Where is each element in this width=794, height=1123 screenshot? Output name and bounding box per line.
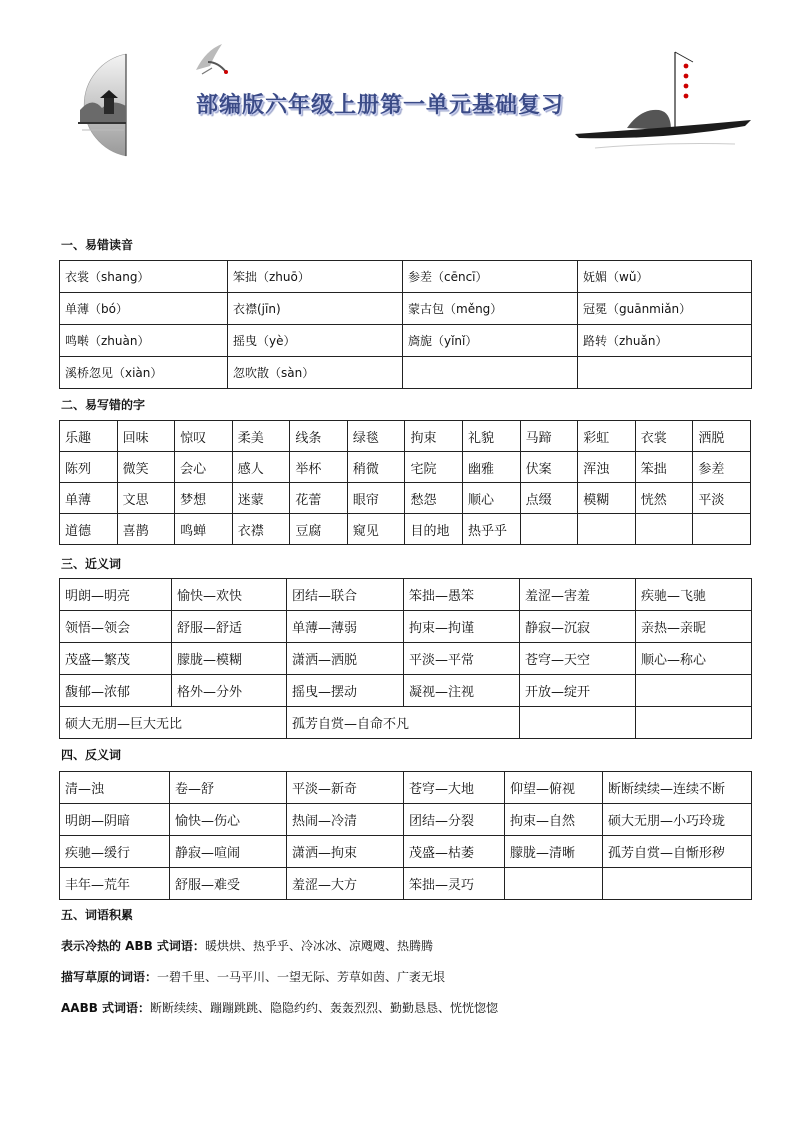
table-cell: 苍穹—天空 <box>520 643 636 675</box>
table-cell: 潇洒—洒脱 <box>287 643 404 675</box>
table-cell: 稍微 <box>347 452 405 483</box>
table-cell: 苍穹—大地 <box>404 772 505 804</box>
table-row <box>60 643 752 675</box>
table-cell: 幽雅 <box>463 452 521 483</box>
table-cell <box>578 357 752 389</box>
table-cell <box>403 357 578 389</box>
table-cell <box>636 707 752 739</box>
table-cell: 顺心—称心 <box>636 643 752 675</box>
table-cell: 会心 <box>175 452 233 483</box>
table-row <box>60 579 752 611</box>
table-cell: 宅院 <box>405 452 463 483</box>
table-cell: 彩虹 <box>578 421 636 452</box>
section-title-synonyms: 三、近义词 <box>61 557 122 571</box>
table-cell: 平淡—平常 <box>404 643 520 675</box>
table-cell: 孤芳自赏—自惭形秽 <box>603 836 752 868</box>
table-cell: 衣襟(jīn) <box>228 293 403 325</box>
accumulation-text: 断断续续、蹦蹦跳跳、隐隐约约、轰轰烈烈、勤勤恳恳、恍恍惚惚 <box>150 1001 499 1015</box>
table-cell: 平淡 <box>693 483 751 514</box>
table-cell: 衣裳（shang） <box>60 261 228 293</box>
table-cell: 羞涩—害羞 <box>520 579 636 611</box>
accumulation-label: 表示冷热的 ABB 式词语： <box>61 939 205 953</box>
table-cell: 微笑 <box>117 452 175 483</box>
table-row <box>60 325 752 357</box>
table-cell: 窥见 <box>347 514 405 545</box>
table-cell: 朦胧—模糊 <box>172 643 287 675</box>
table-cell: 笨拙（zhuō） <box>228 261 403 293</box>
accumulation-label: 描写草原的词语： <box>61 970 158 984</box>
table-cell: 花蕾 <box>290 483 348 514</box>
table-cell: 舒服—难受 <box>170 868 287 900</box>
table-row <box>60 261 752 293</box>
accumulation-line <box>61 937 433 954</box>
table-cell: 凝视—注视 <box>404 675 520 707</box>
table-cell <box>603 868 752 900</box>
table-row <box>60 357 752 389</box>
pronunciation-table <box>59 260 752 389</box>
table-cell: 硕大无朋—小巧玲珑 <box>603 804 752 836</box>
table-cell: 旖旎（yǐnǐ） <box>403 325 578 357</box>
table-row <box>60 483 751 514</box>
table-cell: 模糊 <box>578 483 636 514</box>
section-title-characters: 二、易写错的字 <box>61 398 146 412</box>
table-cell: 开放—绽开 <box>520 675 636 707</box>
table-cell <box>636 675 752 707</box>
table-cell: 静寂—沉寂 <box>520 611 636 643</box>
table-cell: 潇洒—拘束 <box>287 836 404 868</box>
table-cell: 文思 <box>117 483 175 514</box>
table-cell: 绿毯 <box>347 421 405 452</box>
characters-table <box>59 420 751 545</box>
accumulation-line <box>61 999 498 1016</box>
table-cell: 摇曳（yè） <box>228 325 403 357</box>
section-title-pronunciation: 一、易错读音 <box>61 238 134 252</box>
table-cell: 笨拙—灵巧 <box>404 868 505 900</box>
table-cell: 领悟—领会 <box>60 611 172 643</box>
table-cell: 眼帘 <box>347 483 405 514</box>
table-cell: 朦胧—清晰 <box>505 836 603 868</box>
table-cell: 陈列 <box>60 452 118 483</box>
section-title-accumulation: 五、词语积累 <box>61 908 134 922</box>
table-row <box>60 868 752 900</box>
table-cell: 疾驰—飞驰 <box>636 579 752 611</box>
table-cell: 馥郁—浓郁 <box>60 675 172 707</box>
accumulation-line <box>61 968 445 985</box>
table-cell: 顺心 <box>463 483 521 514</box>
table-cell: 丰年—荒年 <box>60 868 170 900</box>
table-cell: 摇曳—摆动 <box>287 675 404 707</box>
table-cell <box>520 707 636 739</box>
table-cell: 衣襟 <box>232 514 290 545</box>
table-cell: 平淡—新奇 <box>287 772 404 804</box>
table-cell: 参差 <box>693 452 751 483</box>
table-cell: 浑浊 <box>578 452 636 483</box>
table-cell: 柔美 <box>232 421 290 452</box>
table-cell: 亲热—亲昵 <box>636 611 752 643</box>
crane-icon <box>192 40 232 80</box>
table-cell: 拘束 <box>405 421 463 452</box>
table-cell: 路转（zhuǎn） <box>578 325 752 357</box>
table-cell: 惊叹 <box>175 421 233 452</box>
table-cell: 舒服—舒适 <box>172 611 287 643</box>
table-cell: 冠冕（guānmiǎn） <box>578 293 752 325</box>
table-cell: 孤芳自赏—自命不凡 <box>287 707 520 739</box>
table-cell: 热闹—冷清 <box>287 804 404 836</box>
table-cell: 妩媚（wǔ） <box>578 261 752 293</box>
table-cell: 硕大无朋—巨大无比 <box>60 707 287 739</box>
table-cell: 鸣啭（zhuàn） <box>60 325 228 357</box>
table-cell: 茂盛—枯萎 <box>404 836 505 868</box>
table-cell: 明朗—阴暗 <box>60 804 170 836</box>
table-cell: 喜鹊 <box>117 514 175 545</box>
table-cell: 茂盛—繁茂 <box>60 643 172 675</box>
table-cell: 单薄（bó） <box>60 293 228 325</box>
table-cell: 单薄—薄弱 <box>287 611 404 643</box>
table-cell <box>693 514 751 545</box>
table-cell: 愁怨 <box>405 483 463 514</box>
table-cell: 拘束—拘谨 <box>404 611 520 643</box>
table-cell: 团结—联合 <box>287 579 404 611</box>
accumulation-text: 一碧千里、一马平川、一望无际、芳草如茵、广袤无垠 <box>157 970 446 984</box>
table-cell <box>505 868 603 900</box>
table-row <box>60 836 752 868</box>
boat-illustration <box>575 48 755 158</box>
table-cell: 疾驰—缓行 <box>60 836 170 868</box>
table-cell: 静寂—喧闹 <box>170 836 287 868</box>
table-row <box>60 293 752 325</box>
antonyms-table <box>59 771 752 900</box>
table-row <box>60 772 752 804</box>
table-cell: 清—浊 <box>60 772 170 804</box>
table-cell: 礼貌 <box>463 421 521 452</box>
synonyms-table <box>59 578 752 739</box>
table-cell <box>578 514 636 545</box>
table-cell: 明朗—明亮 <box>60 579 172 611</box>
table-cell: 洒脱 <box>693 421 751 452</box>
table-cell: 参差（cēncī） <box>403 261 578 293</box>
table-cell: 衣裳 <box>635 421 693 452</box>
accumulation-text: 暖烘烘、热乎乎、冷冰冰、凉飕飕、热腾腾 <box>204 939 433 953</box>
table-cell <box>635 514 693 545</box>
table-cell: 蒙古包（měng） <box>403 293 578 325</box>
table-cell: 马蹄 <box>520 421 578 452</box>
table-cell: 笨拙 <box>635 452 693 483</box>
table-row <box>60 452 751 483</box>
table-cell <box>520 514 578 545</box>
table-cell: 热乎乎 <box>463 514 521 545</box>
table-cell: 举杯 <box>290 452 348 483</box>
table-cell: 忽吹散（sàn） <box>228 357 403 389</box>
table-cell: 单薄 <box>60 483 118 514</box>
table-cell: 断断续续—连续不断 <box>603 772 752 804</box>
table-cell: 回味 <box>117 421 175 452</box>
table-cell: 卷—舒 <box>170 772 287 804</box>
table-cell: 仰望—俯视 <box>505 772 603 804</box>
table-cell: 梦想 <box>175 483 233 514</box>
section-title-antonyms: 四、反义词 <box>61 748 122 762</box>
table-cell: 愉快—伤心 <box>170 804 287 836</box>
table-row <box>60 421 751 452</box>
table-row <box>60 675 752 707</box>
table-cell: 伏案 <box>520 452 578 483</box>
table-cell: 道德 <box>60 514 118 545</box>
table-cell: 乐趣 <box>60 421 118 452</box>
table-row <box>60 514 751 545</box>
table-cell: 拘束—自然 <box>505 804 603 836</box>
table-cell: 羞涩—大方 <box>287 868 404 900</box>
table-cell: 恍然 <box>635 483 693 514</box>
table-cell: 迷蒙 <box>232 483 290 514</box>
table-cell: 溪桥忽见（xiàn） <box>60 357 228 389</box>
table-cell: 笨拙—愚笨 <box>404 579 520 611</box>
moon-pavilion-illustration <box>70 52 132 160</box>
table-cell: 团结—分裂 <box>404 804 505 836</box>
table-row <box>60 804 752 836</box>
table-cell: 感人 <box>232 452 290 483</box>
table-cell: 愉快—欢快 <box>172 579 287 611</box>
table-cell: 鸣蝉 <box>175 514 233 545</box>
table-cell: 目的地 <box>405 514 463 545</box>
table-row <box>60 707 752 739</box>
page-title: 部编版六年级上册第一单元基础复习 <box>196 93 565 118</box>
table-cell: 格外—分外 <box>172 675 287 707</box>
table-cell: 线条 <box>290 421 348 452</box>
table-cell: 点缀 <box>520 483 578 514</box>
table-cell: 豆腐 <box>290 514 348 545</box>
table-row <box>60 611 752 643</box>
accumulation-label: AABB 式词语： <box>61 1001 151 1015</box>
